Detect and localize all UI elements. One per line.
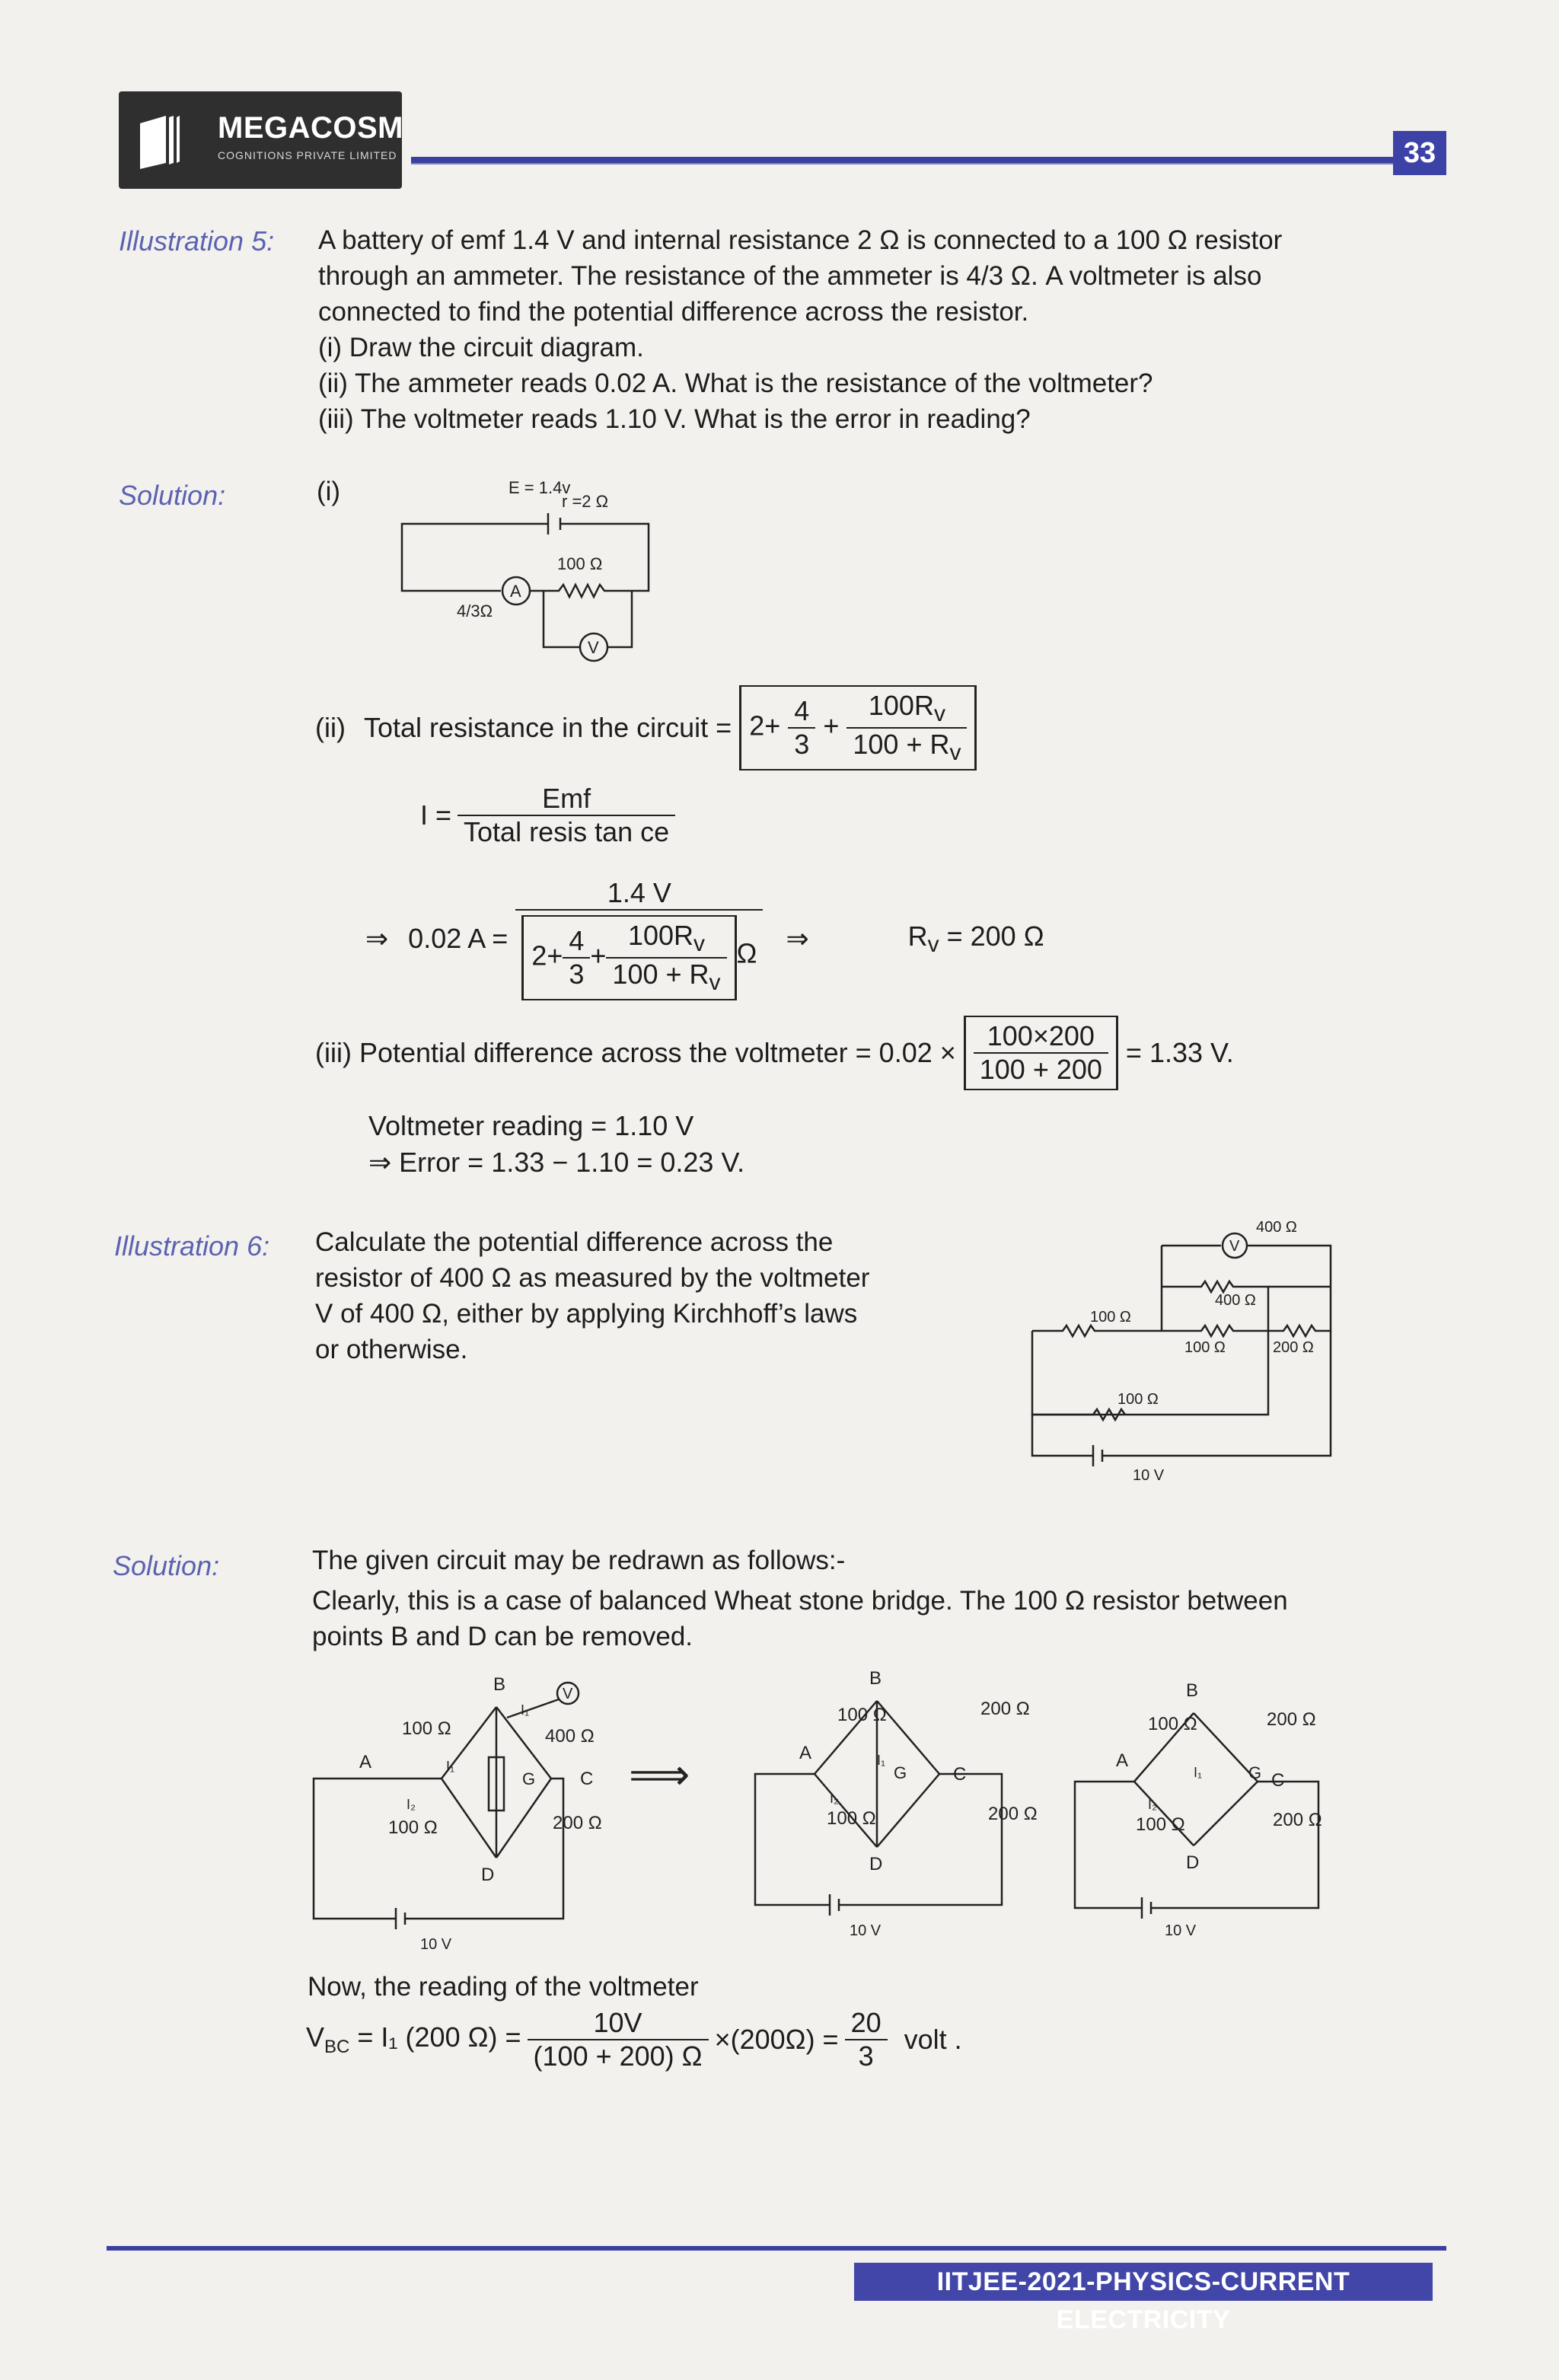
illustration-6-line: or otherwise. <box>315 1335 468 1364</box>
node-d: D <box>869 1854 883 1874</box>
book-logo-icon <box>135 113 181 171</box>
vbc-symbol: $V_{BC} = I_1$ (200 Ω) = <box>306 2021 521 2058</box>
vbc-equation <box>306 2007 962 2072</box>
total-resistance-equation <box>315 685 977 770</box>
illustration-5-line: (ii) The ammeter reads 0.02 A. What is the resistance of the voltmeter? <box>318 368 1153 398</box>
node-c: C <box>580 1769 594 1789</box>
node-a: A <box>1116 1750 1129 1771</box>
internal-resistance-label: r =2 Ω <box>562 492 609 511</box>
node-b: B <box>869 1668 882 1689</box>
voltage-fraction: $\frac{10V}{(100 + 200) \Omega}$ <box>528 2007 709 2072</box>
two-plus: 2+ <box>749 710 781 742</box>
footer-title: IITJEE-2021-PHYSICS-CURRENT ELECTRICITY <box>854 2263 1433 2301</box>
galvanometer-g: G <box>1248 1763 1262 1782</box>
current-i2-label: I₂ <box>1148 1797 1157 1812</box>
illustration-6-text <box>315 1224 924 1367</box>
voltmeter-symbol: V <box>588 638 599 657</box>
emf-label: E = 1.4v <box>509 478 571 497</box>
voltmeter-v: V <box>1229 1238 1240 1255</box>
current-i2-label: I₂ <box>830 1791 839 1806</box>
solution-6-line: Clearly, this is a case of balanced Wheat stone bridge. The 100 Ω resistor between <box>312 1586 1288 1616</box>
resistor-ad-label: 100 Ω <box>827 1808 876 1829</box>
node-b: B <box>1186 1680 1199 1701</box>
parallel-fraction: $\frac{100R_v}{100 + R_v}$ <box>846 690 967 766</box>
node-b: B <box>493 1674 506 1695</box>
pd-result: = 1.33 V. <box>1125 1037 1234 1068</box>
illustration-6-line: resistor of 400 Ω as measured by the voltmeter <box>315 1263 870 1293</box>
rv-result: $R_v = 200$ Ω <box>907 920 1044 957</box>
total-resistance-text: Total resistance in the circuit = <box>363 712 732 744</box>
current-i1-label: I₁ <box>446 1759 455 1774</box>
plus: + <box>823 710 840 742</box>
voltage-over-resistance: 1.4 V 2+ $\frac{4}{3}$ + $\frac{100R_v}{100 + R_v}$ Ω <box>515 877 763 1000</box>
resistor-dc-label: 200 Ω <box>553 1813 602 1833</box>
volt-unit: volt . <box>904 2024 962 2055</box>
resistor-100-mid-label: 100 Ω <box>1184 1339 1226 1356</box>
resistor-ab-label: 100 Ω <box>402 1718 451 1739</box>
illustration-5-line: A battery of emf 1.4 V and internal resistance 2 Ω is connected to a 100 Ω resistor <box>318 225 1283 255</box>
part-ii-label: (ii) <box>315 712 346 744</box>
node-a: A <box>799 1743 812 1763</box>
parallel-bracket: $\frac{100\times 200}{100 + 200}$ <box>964 1016 1118 1090</box>
current-i1-label: I₁ <box>877 1753 886 1768</box>
logo <box>119 91 402 189</box>
illustration-5-label: Illustration 5: <box>119 225 275 257</box>
resistor-label: 100 Ω <box>557 554 603 573</box>
node-c: C <box>953 1764 967 1785</box>
ammeter-symbol: A <box>510 582 521 601</box>
emf-over-resistance: $\frac{\text{Emf}}{\text{Total resis tan ce}}$ <box>457 783 675 848</box>
resistor-ad-label: 100 Ω <box>1136 1814 1185 1835</box>
current-equation <box>365 877 1044 1000</box>
resistor-200-label: 200 Ω <box>1273 1339 1314 1356</box>
illustration-5-line: (i) Draw the circuit diagram. <box>318 333 644 362</box>
node-a: A <box>359 1752 372 1772</box>
page-number: 33 <box>1393 131 1446 175</box>
illustration-5-line: connected to find the potential difference across the resistor. <box>318 297 1029 327</box>
resistor-dc-label: 200 Ω <box>1273 1810 1322 1830</box>
illustration-6-circuit <box>1020 1211 1340 1492</box>
times-200: ×(200Ω) = <box>714 2024 839 2055</box>
illustration-5-line: through an ammeter. The resistance of the ammeter is 4/3 Ω. A voltmeter is also <box>318 261 1262 291</box>
resistor-bc-label: 200 Ω <box>1267 1709 1316 1730</box>
galvanometer-g: G <box>522 1769 536 1788</box>
total-resistance-bracket <box>739 685 977 770</box>
error-line: ⇒ Error = 1.33 − 1.10 = 0.23 V. <box>368 1147 745 1178</box>
ammeter-resistance-label: 4/3Ω <box>457 601 493 621</box>
voltmeter-v: V <box>563 1686 573 1702</box>
galvanometer-g: G <box>894 1763 907 1782</box>
illustration-6-line: V of 400 Ω, either by applying Kirchhoff’s laws <box>315 1299 858 1329</box>
node-c: C <box>1271 1770 1285 1791</box>
solution-5-part-i: (i) <box>317 477 341 506</box>
illustration-5-text <box>318 222 1452 437</box>
voltmeter-reading-intro: Now, the reading of the voltmeter <box>308 1972 699 2002</box>
node-d: D <box>481 1865 495 1885</box>
potential-difference-equation <box>315 1016 1234 1090</box>
header-rule <box>411 157 1401 164</box>
part-iii-text: (iii) Potential difference across the voltmeter = 0.02 × <box>315 1037 956 1068</box>
illustration-6-label: Illustration 6: <box>114 1230 270 1262</box>
logo-name: MEGACOSM <box>218 111 403 145</box>
battery-label: 10 V <box>1133 1467 1165 1484</box>
solution-6-line: The given circuit may be redrawn as follows:- <box>312 1546 846 1575</box>
current-i1-label: I₁ <box>521 1702 530 1718</box>
current-i2-label: I₂ <box>406 1797 416 1812</box>
resistor-ab-label: 100 Ω <box>1148 1714 1197 1734</box>
twenty-thirds: $\frac{20}{3}$ <box>845 2007 888 2072</box>
solution-6-label: Solution: <box>113 1550 220 1581</box>
resistor-bc-label: 400 Ω <box>545 1726 595 1747</box>
top-400-label: 400 Ω <box>1256 1219 1297 1236</box>
node-d: D <box>1186 1852 1200 1873</box>
battery-label: 10 V <box>1165 1922 1197 1939</box>
solution-6-line: points B and D can be removed. <box>312 1622 693 1651</box>
battery-label: 10 V <box>420 1936 452 1953</box>
battery-label: 10 V <box>850 1922 882 1939</box>
resistor-400-label: 400 Ω <box>1215 1292 1256 1309</box>
solution-6-text <box>312 1543 1454 1654</box>
resistor-ad-label: 100 Ω <box>388 1817 438 1838</box>
ammeter-voltmeter-circuit <box>381 471 670 668</box>
redraw-arrow: ⟹ <box>629 1750 690 1798</box>
current-i1-label: I₁ <box>1194 1765 1203 1780</box>
illustration-5-line: (iii) The voltmeter reads 1.10 V. What is the error in reading? <box>318 404 1031 434</box>
current-value: 0.02 A = <box>408 923 509 955</box>
resistor-bc-label: 200 Ω <box>980 1699 1030 1719</box>
voltmeter-reading: Voltmeter reading = 1.10 V <box>368 1110 694 1141</box>
i-equals: I = <box>420 799 452 831</box>
footer-rule <box>107 2246 1446 2251</box>
implies-arrow: ⇒ <box>365 923 389 955</box>
logo-subtitle: COGNITIONS PRIVATE LIMITED <box>218 149 397 161</box>
four-thirds: $\frac{4}{3}$ <box>788 695 815 761</box>
current-formula <box>420 783 675 848</box>
wheatstone-bridge-diagrams <box>297 1652 1363 1964</box>
implies-arrow: ⇒ <box>786 923 809 955</box>
resistor-ab-label: 100 Ω <box>837 1705 887 1725</box>
resistor-dc-label: 200 Ω <box>988 1804 1038 1824</box>
solution-5-label: Solution: <box>119 480 226 511</box>
resistor-100-left-label: 100 Ω <box>1090 1309 1131 1326</box>
illustration-6-line: Calculate the potential difference across the <box>315 1227 834 1257</box>
resistor-100-bottom-label: 100 Ω <box>1117 1391 1159 1408</box>
